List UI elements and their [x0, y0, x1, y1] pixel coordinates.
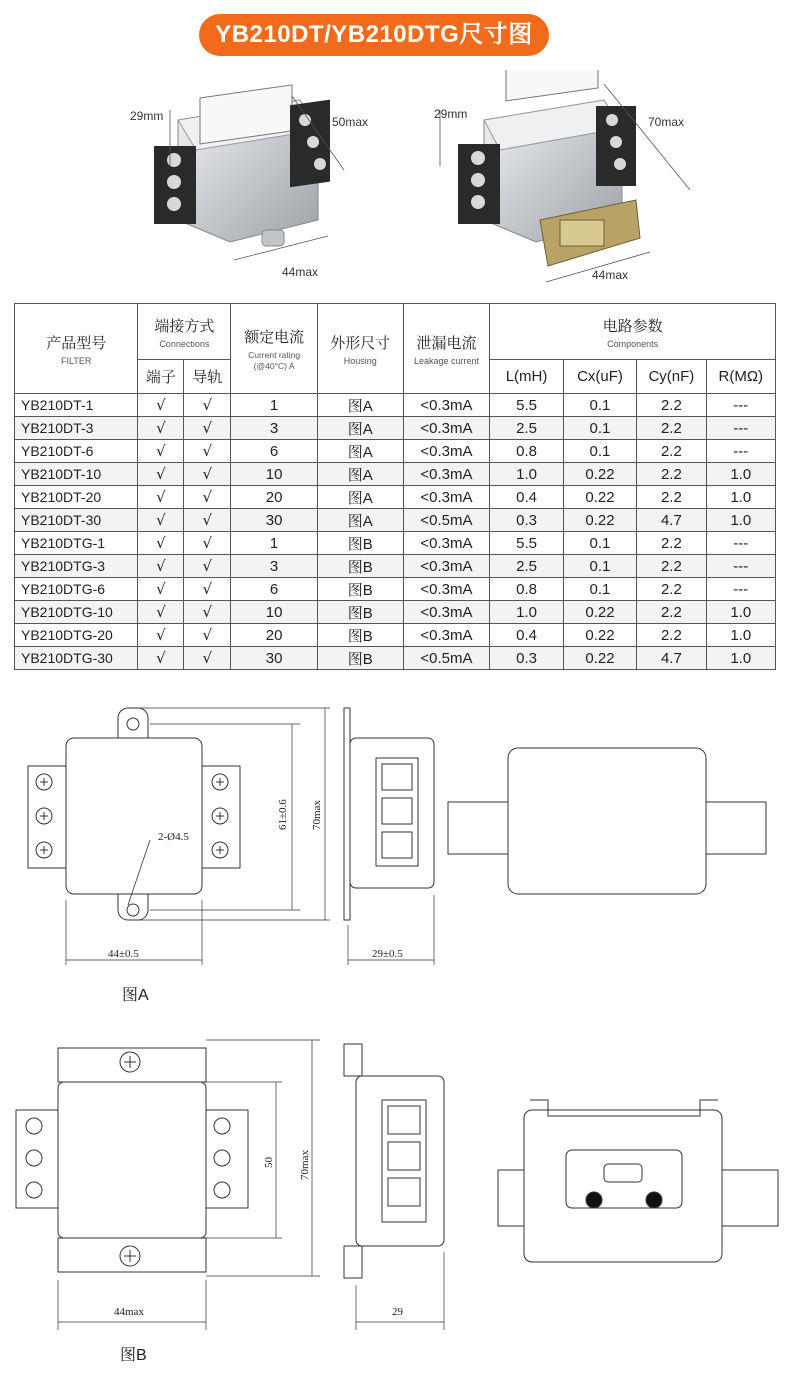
cell-leakage: <0.3mA — [403, 394, 490, 417]
photo-a-width: 44max — [282, 265, 319, 279]
table-row — [15, 463, 776, 486]
cell-r: 1.0 — [706, 647, 775, 670]
cell-cy: 2.2 — [637, 624, 706, 647]
cell-current: 10 — [231, 463, 318, 486]
drawing-b-depth: 29 — [392, 1306, 403, 1318]
cell-r: 1.0 — [706, 463, 775, 486]
cell-cx: 0.22 — [563, 647, 636, 670]
cell-l: 0.8 — [490, 440, 563, 463]
header-model-zh: 产品型号 — [46, 334, 107, 352]
cell-housing: 图B — [317, 532, 403, 555]
drawing-b-end-view — [498, 1100, 778, 1262]
cell-r: 1.0 — [706, 601, 775, 624]
cell-terminal: √ — [138, 463, 184, 486]
spec-table-body — [15, 394, 776, 670]
header-leakage-en: Leakage current — [413, 355, 479, 366]
cell-model: YB210DTG-1 — [15, 532, 138, 555]
drawing-b — [0, 1030, 790, 1350]
cell-current: 20 — [231, 624, 318, 647]
cell-l: 1.0 — [490, 601, 563, 624]
table-row — [15, 440, 776, 463]
cell-terminal: √ — [138, 624, 184, 647]
photo-a-depth: 50max — [332, 115, 369, 129]
drawing-a-inner-height: 61±0.6 — [277, 799, 289, 830]
cell-cx: 0.22 — [563, 601, 636, 624]
drawing-a-side-view — [344, 708, 434, 965]
cell-housing: 图A — [317, 509, 403, 532]
cell-cy: 2.2 — [637, 486, 706, 509]
header-connection — [138, 304, 231, 360]
cell-r: 1.0 — [706, 624, 775, 647]
terminal-block-right — [290, 100, 330, 188]
cell-leakage: <0.3mA — [403, 601, 490, 624]
cell-rail: √ — [184, 532, 231, 555]
drawing-a-end-view — [448, 748, 766, 894]
header-col-r: R(MΩ) — [706, 360, 775, 394]
cell-cx: 0.1 — [563, 532, 636, 555]
cell-terminal: √ — [138, 486, 184, 509]
cell-l: 0.8 — [490, 578, 563, 601]
header-leakage-zh: 泄漏电流 — [416, 334, 477, 352]
cell-housing: 图B — [317, 601, 403, 624]
cell-cx: 0.1 — [563, 555, 636, 578]
cell-rail: √ — [184, 509, 231, 532]
header-housing-zh: 外形尺寸 — [330, 334, 391, 352]
drawing-a-depth: 29±0.5 — [372, 948, 403, 960]
cell-current: 1 — [231, 532, 318, 555]
table-row — [15, 532, 776, 555]
cell-model: YB210DTG-10 — [15, 601, 138, 624]
table-row — [15, 555, 776, 578]
cell-rail: √ — [184, 463, 231, 486]
header-circuit-en: Components — [607, 338, 659, 349]
page-title: YB210DT/YB210DTG尺寸图 — [199, 14, 549, 56]
cell-housing: 图A — [317, 417, 403, 440]
cell-l: 5.5 — [490, 532, 563, 555]
cell-r: --- — [706, 440, 775, 463]
header-col-cy: Cy(nF) — [637, 360, 706, 394]
cell-cy: 4.7 — [637, 647, 706, 670]
cell-rail: √ — [184, 601, 231, 624]
spec-table — [14, 303, 776, 670]
cell-model: YB210DT-3 — [15, 417, 138, 440]
cell-r: --- — [706, 532, 775, 555]
cell-housing: 图A — [317, 486, 403, 509]
header-current — [231, 304, 318, 394]
header-col-cx: Cx(uF) — [563, 360, 636, 394]
header-housing-en: Housing — [343, 355, 377, 366]
drawing-b-outer-height: 70max — [299, 1150, 311, 1180]
cell-rail: √ — [184, 394, 231, 417]
cell-current: 1 — [231, 394, 318, 417]
header-circuit-zh: 电路参数 — [602, 317, 663, 335]
cell-model: YB210DT-10 — [15, 463, 138, 486]
drawing-a-hole: 2-Ø4.5 — [158, 831, 189, 843]
photo-b-width: 44max — [592, 268, 629, 282]
cell-housing: 图B — [317, 624, 403, 647]
cell-housing: 图A — [317, 463, 403, 486]
cell-r: --- — [706, 394, 775, 417]
header-current-en1: Current rating — [248, 349, 301, 360]
cell-model: YB210DT-1 — [15, 394, 138, 417]
cell-leakage: <0.3mA — [403, 555, 490, 578]
cell-cy: 2.2 — [637, 440, 706, 463]
cell-cy: 2.2 — [637, 417, 706, 440]
cell-current: 6 — [231, 578, 318, 601]
cell-cy: 2.2 — [637, 578, 706, 601]
cell-terminal: √ — [138, 394, 184, 417]
cell-l: 0.3 — [490, 509, 563, 532]
cell-model: YB210DT-6 — [15, 440, 138, 463]
cell-leakage: <0.3mA — [403, 532, 490, 555]
cell-terminal: √ — [138, 647, 184, 670]
cell-cx: 0.1 — [563, 394, 636, 417]
cell-model: YB210DT-30 — [15, 509, 138, 532]
cell-r: --- — [706, 417, 775, 440]
cell-terminal: √ — [138, 440, 184, 463]
cell-terminal: √ — [138, 417, 184, 440]
table-row — [15, 647, 776, 670]
drawing-b-label: 图B — [120, 1347, 147, 1364]
drawing-b-side-view — [344, 1044, 444, 1330]
header-current-zh: 额定电流 — [244, 328, 305, 346]
cell-l: 2.5 — [490, 417, 563, 440]
cell-l: 5.5 — [490, 394, 563, 417]
cell-model: YB210DTG-20 — [15, 624, 138, 647]
table-row — [15, 624, 776, 647]
cell-leakage: <0.3mA — [403, 486, 490, 509]
cell-r: 1.0 — [706, 486, 775, 509]
cell-cy: 2.2 — [637, 555, 706, 578]
cell-terminal: √ — [138, 578, 184, 601]
cell-model: YB210DT-20 — [15, 486, 138, 509]
cell-terminal: √ — [138, 532, 184, 555]
cell-terminal: √ — [138, 555, 184, 578]
product-photos — [0, 70, 790, 295]
cell-housing: 图B — [317, 555, 403, 578]
drawing-b-width: 44max — [114, 1306, 144, 1318]
cell-rail: √ — [184, 486, 231, 509]
cell-housing: 图A — [317, 440, 403, 463]
header-current-en2: (@40°C) A — [253, 360, 295, 371]
cell-cy: 2.2 — [637, 463, 706, 486]
header-model — [15, 304, 138, 394]
header-circuit — [490, 304, 776, 360]
cell-current: 3 — [231, 417, 318, 440]
cell-current: 30 — [231, 509, 318, 532]
cell-leakage: <0.5mA — [403, 647, 490, 670]
cell-housing: 图B — [317, 647, 403, 670]
cell-current: 3 — [231, 555, 318, 578]
filter-photo-b — [434, 70, 690, 282]
drawing-a-outer-height: 70max — [311, 800, 323, 830]
cell-r: --- — [706, 555, 775, 578]
cell-l: 0.3 — [490, 647, 563, 670]
cell-cy: 4.7 — [637, 509, 706, 532]
cell-leakage: <0.3mA — [403, 624, 490, 647]
table-row — [15, 509, 776, 532]
cell-cy: 2.2 — [637, 601, 706, 624]
table-row — [15, 578, 776, 601]
cell-current: 30 — [231, 647, 318, 670]
drawing-b-top-view — [16, 1040, 320, 1330]
table-row — [15, 417, 776, 440]
cell-housing: 图A — [317, 394, 403, 417]
cell-r: --- — [706, 578, 775, 601]
cell-cx: 0.22 — [563, 509, 636, 532]
cell-rail: √ — [184, 624, 231, 647]
cell-model: YB210DTG-6 — [15, 578, 138, 601]
cell-housing: 图B — [317, 578, 403, 601]
table-row — [15, 486, 776, 509]
cell-terminal: √ — [138, 601, 184, 624]
drawing-b-inner-height: 50 — [263, 1157, 275, 1168]
cell-r: 1.0 — [706, 509, 775, 532]
cell-l: 0.4 — [490, 486, 563, 509]
cell-cy: 2.2 — [637, 394, 706, 417]
cell-leakage: <0.3mA — [403, 578, 490, 601]
terminal-block-left — [154, 146, 196, 224]
header-connection-en: Connections — [159, 338, 210, 349]
cell-cx: 0.22 — [563, 463, 636, 486]
cell-rail: √ — [184, 555, 231, 578]
drawing-a-label: 图A — [122, 987, 149, 1004]
cell-rail: √ — [184, 417, 231, 440]
cell-rail: √ — [184, 578, 231, 601]
cell-l: 2.5 — [490, 555, 563, 578]
cell-cx: 0.22 — [563, 624, 636, 647]
header-terminal: 端子 — [138, 360, 184, 394]
cell-rail: √ — [184, 647, 231, 670]
drawing-a — [0, 700, 790, 990]
cell-rail: √ — [184, 440, 231, 463]
cell-current: 20 — [231, 486, 318, 509]
photo-b-height: 29mm — [434, 107, 468, 121]
cell-l: 0.4 — [490, 624, 563, 647]
header-col-l: L(mH) — [490, 360, 563, 394]
cell-model: YB210DTG-30 — [15, 647, 138, 670]
header-connection-zh: 端接方式 — [154, 317, 215, 335]
cell-cx: 0.1 — [563, 440, 636, 463]
cell-cx: 0.1 — [563, 417, 636, 440]
table-row — [15, 601, 776, 624]
header-housing — [317, 304, 403, 394]
cell-leakage: <0.3mA — [403, 440, 490, 463]
cell-leakage: <0.5mA — [403, 509, 490, 532]
cell-cx: 0.22 — [563, 486, 636, 509]
photo-b-depth: 70max — [648, 115, 685, 129]
cell-model: YB210DTG-3 — [15, 555, 138, 578]
table-row — [15, 394, 776, 417]
cell-cy: 2.2 — [637, 532, 706, 555]
cell-leakage: <0.3mA — [403, 417, 490, 440]
cell-leakage: <0.3mA — [403, 463, 490, 486]
cell-current: 10 — [231, 601, 318, 624]
photo-a-height: 29mm — [130, 109, 164, 123]
header-leakage — [403, 304, 490, 394]
header-rail: 导轨 — [184, 360, 231, 394]
header-model-en: FILTER — [61, 355, 92, 366]
drawing-a-width: 44±0.5 — [108, 948, 139, 960]
filter-photo-a — [130, 85, 368, 279]
cell-l: 1.0 — [490, 463, 563, 486]
cell-current: 6 — [231, 440, 318, 463]
cell-cx: 0.1 — [563, 578, 636, 601]
cell-terminal: √ — [138, 509, 184, 532]
